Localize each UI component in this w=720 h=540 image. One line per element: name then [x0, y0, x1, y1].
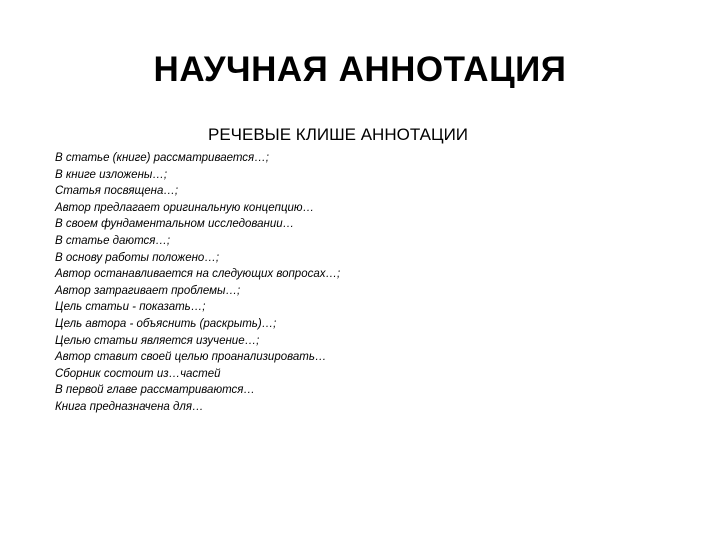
phrase-item: Автор ставит своей целью проанализировать… [55, 351, 327, 364]
phrase-item: В основу работы положено…; [55, 251, 220, 264]
slide-title: НАУЧНАЯ АННОТАЦИЯ [153, 50, 567, 89]
slide-subtitle: РЕЧЕВЫЕ КЛИШЕ АННОТАЦИИ [208, 125, 469, 144]
phrase-item: В статье даются…; [55, 234, 171, 247]
phrase-item: Цель автора - объяснить (раскрыть)…; [55, 317, 277, 330]
phrase-item: Статья посвящена…; [55, 185, 179, 198]
phrase-item: Книга предназначена для… [55, 400, 204, 413]
phrase-item: В первой главе рассматриваются… [55, 384, 255, 397]
phrase-item: Целью статьи является изучение…; [55, 334, 260, 347]
phrase-item: Цель статьи - показать…; [55, 301, 206, 314]
phrase-item: В книге изложены…; [55, 168, 168, 181]
phrase-item: В статье (книге) рассматривается…; [55, 152, 269, 164]
phrase-item: Сборник состоит из…частей [55, 367, 221, 380]
phrase-item: В своем фундаментальном исследовании… [55, 218, 295, 231]
phrase-item: Автор предлагает оригинальную концепцию… [55, 201, 315, 214]
phrase-item: Автор останавливается на следующих вопросах…; [55, 268, 341, 281]
phrase-item: Автор затрагивает проблемы…; [55, 284, 241, 297]
phrase-list [55, 150, 340, 416]
